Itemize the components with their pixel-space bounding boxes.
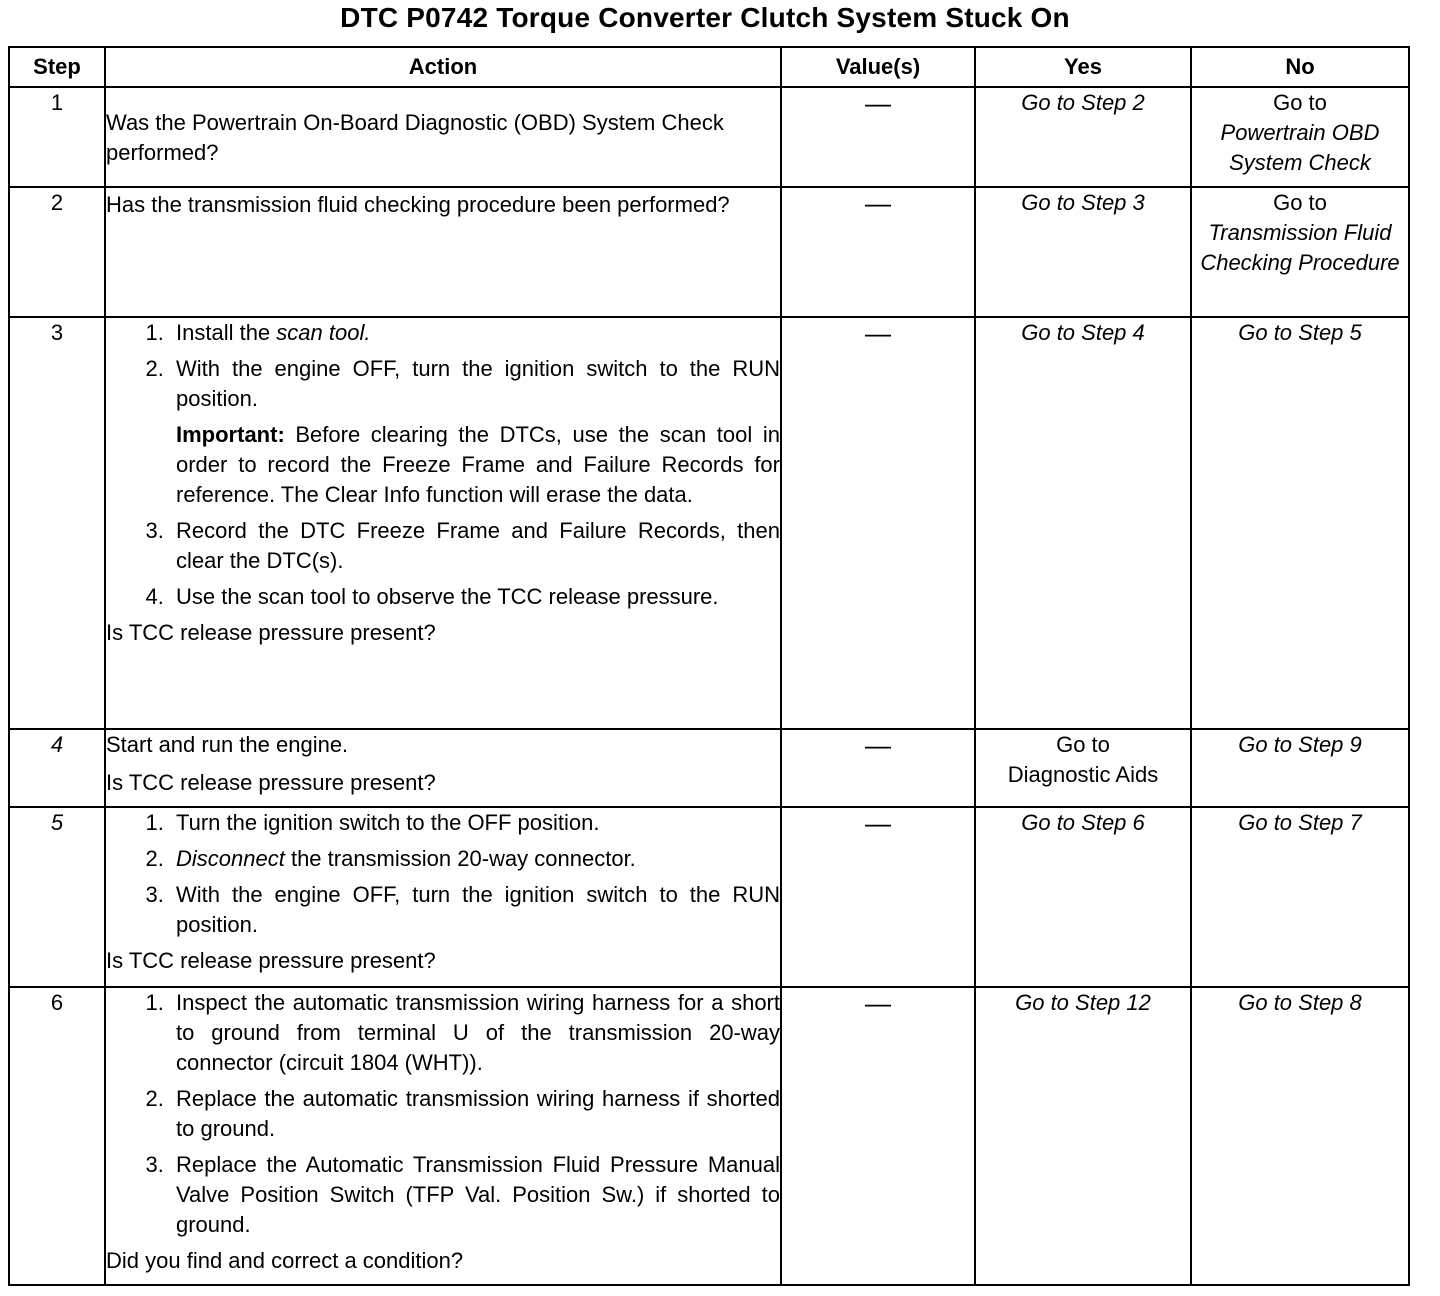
action-question: Is TCC release pressure present? — [106, 770, 436, 795]
step-number: 1 — [9, 87, 105, 187]
no-goto: Go to Step 7 — [1238, 810, 1362, 835]
no-goto: Go to Step 5 — [1238, 320, 1362, 345]
action-cell — [105, 317, 781, 729]
yes-cell — [975, 729, 1191, 807]
table-row — [9, 317, 1409, 729]
action-steps — [106, 318, 780, 414]
action-question: Has the transmission fluid checking procedure been performed? — [106, 192, 730, 217]
dtc-table — [8, 46, 1410, 1286]
yes-goto-prefix: Go to — [1056, 732, 1110, 757]
header-step: Step — [9, 47, 105, 87]
yes-goto: Go to Step 2 — [1021, 90, 1145, 115]
value-cell: — — [781, 87, 975, 187]
table-row — [9, 807, 1409, 987]
action-question: Was the Powertrain On-Board Diagnostic (OBD) System Check performed? — [106, 110, 724, 165]
value-cell: — — [781, 987, 975, 1285]
action-step-text: Install the — [176, 320, 277, 345]
yes-goto: Diagnostic Aids — [1007, 762, 1159, 787]
yes-goto: Go to Step 12 — [1015, 990, 1151, 1015]
step-number: 4 — [9, 729, 105, 807]
yes-goto: Go to Step 3 — [1021, 190, 1145, 215]
action-cell — [105, 87, 781, 187]
no-goto-prefix: Go to — [1273, 90, 1327, 115]
action-step: 2. With the engine OFF, turn the ignition switch to the RUN position. — [170, 354, 780, 414]
header-value: Value(s) — [781, 47, 975, 87]
table-row — [9, 987, 1409, 1285]
action-cell — [105, 987, 781, 1285]
no-goto: Go to Step 9 — [1238, 732, 1362, 757]
yes-cell — [975, 87, 1191, 187]
header-row — [9, 47, 1409, 87]
header-no: No — [1191, 47, 1409, 87]
yes-cell — [975, 807, 1191, 987]
step-number: 5 — [9, 807, 105, 987]
action-step-emphasis: scan tool. — [276, 320, 371, 345]
action-step — [170, 318, 780, 348]
table-row — [9, 187, 1409, 317]
action-cell — [105, 729, 781, 807]
step-number: 3 — [9, 317, 105, 729]
no-goto: Go to Step 8 — [1238, 990, 1362, 1015]
action-step: 3. Replace the Automatic Transmission Fluid Pressure Manual Valve Position Switch (TFP Val. Position Sw.) if shorted to ground. — [170, 1150, 780, 1240]
action-cell — [105, 187, 781, 317]
important-note — [176, 420, 780, 510]
no-cell — [1191, 317, 1409, 729]
important-text: Before clearing the DTCs, use the scan tool in order to record the Freeze Frame and Failure Records for reference. The Clear Info function will erase the data. — [176, 422, 780, 507]
step-number: 6 — [9, 987, 105, 1285]
action-step: 2. Replace the automatic transmission wiring harness if shorted to ground. — [170, 1084, 780, 1144]
action-cell — [105, 807, 781, 987]
no-goto: Transmission Fluid Checking Procedure — [1200, 220, 1400, 275]
value-cell: — — [781, 317, 975, 729]
table-row — [9, 87, 1409, 187]
action-question: Did you find and correct a condition? — [106, 1248, 464, 1273]
action-step: 3. With the engine OFF, turn the ignition switch to the RUN position. — [170, 880, 780, 940]
value-cell: — — [781, 729, 975, 807]
no-cell — [1191, 187, 1409, 317]
yes-goto: Go to Step 4 — [1021, 320, 1145, 345]
yes-goto: Go to Step 6 — [1021, 810, 1145, 835]
action-steps — [106, 988, 780, 1240]
value-cell: — — [781, 187, 975, 317]
no-cell — [1191, 87, 1409, 187]
yes-cell — [975, 187, 1191, 317]
no-goto-prefix: Go to — [1273, 190, 1327, 215]
header-action: Action — [105, 47, 781, 87]
no-cell — [1191, 987, 1409, 1285]
action-question: Is TCC release pressure present? — [106, 620, 436, 645]
step-number: 2 — [9, 187, 105, 317]
action-step-emphasis: Disconnect — [176, 846, 285, 871]
action-step-text: the transmission 20-way connector. — [284, 846, 636, 871]
document-title: DTC P0742 Torque Converter Clutch System Stuck On — [340, 2, 1070, 33]
no-goto: Powertrain OBD System Check — [1220, 120, 1380, 175]
action-steps — [106, 516, 780, 612]
action-step — [170, 844, 780, 874]
yes-cell — [975, 317, 1191, 729]
no-cell — [1191, 729, 1409, 807]
header-yes: Yes — [975, 47, 1191, 87]
yes-cell — [975, 987, 1191, 1285]
no-cell — [1191, 807, 1409, 987]
action-step: 1. Inspect the automatic transmission wiring harness for a short to ground from terminal U of the transmission 20-way connector (circuit 1804 (WHT)). — [170, 988, 780, 1078]
action-question: Is TCC release pressure present? — [106, 948, 436, 973]
table-row — [9, 729, 1409, 807]
action-step: 4. Use the scan tool to observe the TCC release pressure. — [170, 582, 780, 612]
action-step: 3. Record the DTC Freeze Frame and Failure Records, then clear the DTC(s). — [170, 516, 780, 576]
action-step: 1. Turn the ignition switch to the OFF position. — [170, 808, 780, 838]
important-label: Important: — [176, 422, 285, 447]
action-line: Start and run the engine. — [106, 732, 349, 757]
value-cell: — — [781, 807, 975, 987]
action-steps — [106, 808, 780, 940]
